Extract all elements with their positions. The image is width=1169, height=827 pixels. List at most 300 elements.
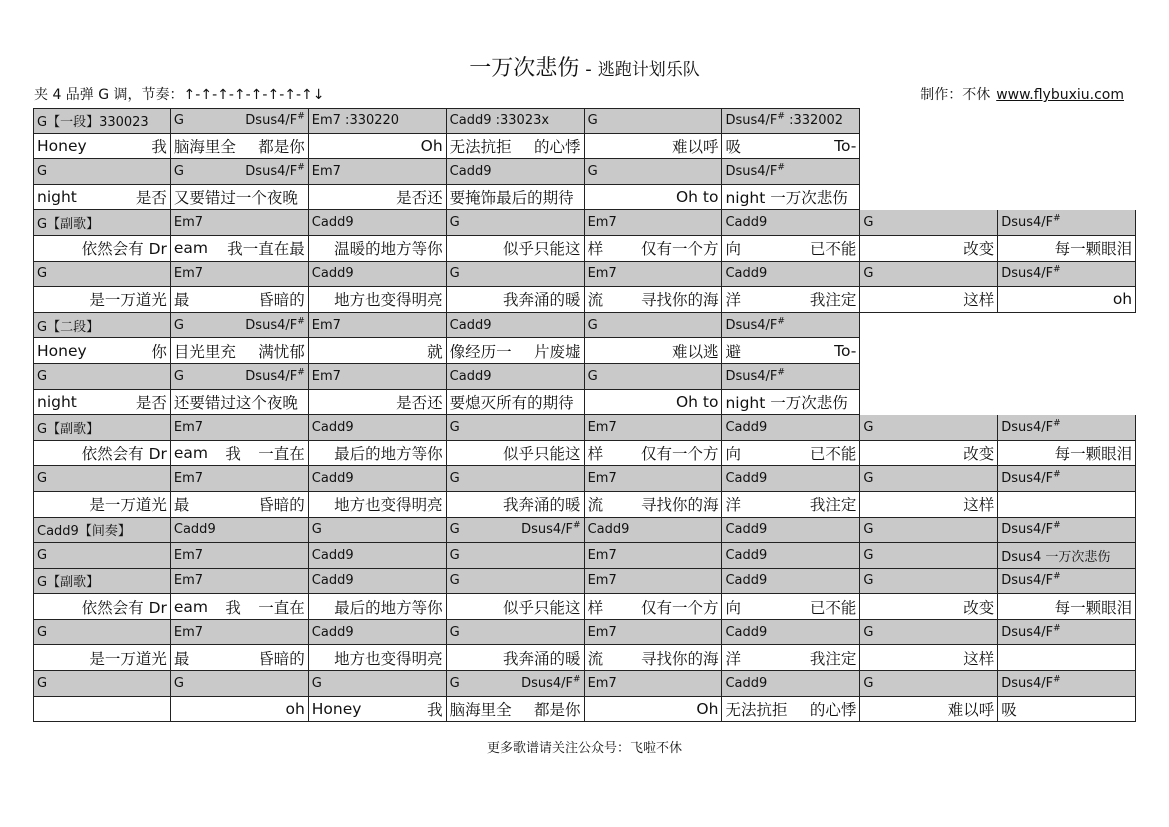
chord-cell: [585, 415, 723, 441]
lyric-text: 流: [587, 496, 604, 515]
blank-cell: [860, 364, 998, 390]
lyric-text: 每一颗眼泪: [1054, 598, 1133, 617]
chord-cell: [447, 518, 585, 544]
lyric-cell: [998, 236, 1136, 262]
lyric-text: 还要错过这个夜晚: [173, 393, 298, 412]
chord-name: G: [449, 471, 460, 487]
chord-cell: [447, 415, 585, 441]
lyric-text: 是一万道光: [89, 496, 167, 515]
lyric-text: 依然会有 Dr: [81, 598, 167, 617]
lyric-text: 仅有一个方: [640, 598, 719, 617]
chord-name: Cadd9: [311, 547, 354, 563]
lyric-cell: [171, 697, 309, 723]
lyric-cell: [722, 338, 860, 364]
chord-cell: [171, 108, 309, 134]
chord-cell: [33, 364, 171, 390]
chord-name: Em7: [173, 547, 204, 563]
chord-row: [33, 569, 1136, 595]
chord-cell: [447, 159, 585, 185]
lyric-text: 我: [225, 445, 241, 464]
chord-cell: [33, 210, 171, 236]
chord-name: Cadd9: [311, 471, 354, 487]
chord-name: Cadd9: [725, 573, 768, 589]
chord-cell: [998, 415, 1136, 441]
chord-cell: [171, 466, 309, 492]
chord-name: G: [37, 547, 48, 563]
lyric-text: To-: [834, 341, 857, 360]
lyric-text: 目光里充: [173, 342, 236, 361]
chord-name: G: [863, 471, 874, 487]
lyric-row: [33, 390, 1136, 416]
lyric-cell: [33, 492, 171, 518]
chord-name: Cadd9: [725, 215, 768, 231]
lyric-text: 难以呼: [947, 700, 995, 719]
chord-name: Em7: [173, 419, 204, 435]
chord-cell: [860, 620, 998, 646]
lyric-text: 样: [587, 445, 604, 464]
chord-name: Dsus4/F# :332002: [725, 111, 844, 129]
chord-name: G【副歌】: [37, 421, 100, 437]
chord-name: Dsus4/F#: [725, 316, 785, 333]
lyric-text: 脑海里全: [173, 137, 236, 156]
chord-name: Dsus4/F#: [521, 520, 581, 538]
chord-name: G: [37, 163, 48, 179]
lyric-text: 样: [587, 240, 604, 259]
lyric-text: 我注定: [809, 496, 857, 515]
lyric-text: 似乎只能这: [503, 598, 581, 617]
lyric-text: 地方也变得明亮: [334, 649, 443, 668]
lyric-row: [33, 441, 1136, 467]
chord-cell: [722, 210, 860, 236]
lyric-cell: [171, 338, 309, 364]
lyric-cell: [860, 441, 998, 467]
lyric-text: 是一万道光: [89, 649, 167, 668]
chord-cell: [171, 262, 309, 288]
chord-row: [33, 159, 1136, 185]
lyric-cell: [998, 645, 1136, 671]
lyric-text: oh: [1112, 290, 1133, 309]
lyric-cell: [33, 338, 171, 364]
chord-cell: [33, 159, 171, 185]
lyric-text: 的心悸: [809, 700, 857, 719]
chord-name: Cadd9: [449, 317, 492, 333]
chord-row: [33, 518, 1136, 544]
chord-name: Em7: [587, 266, 617, 282]
lyric-cell: [447, 645, 585, 671]
lyric-cell: [998, 697, 1136, 723]
chord-name: Dsus4/F#: [1001, 520, 1061, 538]
blank-cell: [998, 338, 1136, 364]
lyric-text: 难以逃: [671, 342, 719, 361]
chord-name: Dsus4 一万次悲伤: [1001, 549, 1111, 565]
lyric-cell: [722, 185, 860, 211]
chord-cell: [447, 108, 585, 134]
blank-cell: [998, 108, 1136, 134]
lyric-text: 的心悸: [534, 137, 581, 156]
chord-cell: [447, 262, 585, 288]
lyric-cell: [33, 441, 171, 467]
lyric-cell: [309, 390, 447, 416]
chord-cell: [171, 569, 309, 595]
chord-cell: [33, 262, 171, 288]
lyric-row: [33, 185, 1136, 211]
chord-cell: [447, 569, 585, 595]
lyric-text: 难以呼: [671, 137, 719, 156]
chord-chart-table: [33, 108, 1136, 722]
lyric-row: [33, 645, 1136, 671]
lyric-text: 要掩饰最后的期待: [449, 189, 574, 208]
lyric-text: 这样: [963, 291, 995, 310]
lyric-text: 昏暗的: [258, 291, 305, 310]
lyric-text: oh: [285, 699, 305, 718]
chord-cell: [309, 313, 447, 339]
chord-name: Em7: [587, 547, 617, 563]
song-title-line: [0, 53, 1169, 86]
lyric-text: 向: [725, 240, 741, 259]
chord-name: G: [449, 522, 460, 538]
chord-cell: [309, 108, 447, 134]
chord-name: G: [37, 368, 48, 384]
capo-info: 夹 4 品弹 G 调，节奏：↑-↑-↑-↑-↑-↑-↑-↑↓: [34, 87, 325, 103]
lyric-text: 吸: [725, 137, 741, 156]
lyric-text: 昏暗的: [258, 496, 305, 515]
artist-name: 逃跑计划乐队: [597, 60, 700, 80]
lyric-cell: [585, 492, 723, 518]
lyric-cell: [860, 236, 998, 262]
lyric-cell: [585, 441, 723, 467]
chord-cell: [722, 518, 860, 544]
lyric-text: 都是你: [258, 137, 305, 156]
lyric-text: 依然会有 Dr: [81, 240, 167, 259]
chord-name: G: [863, 522, 874, 538]
chord-cell: [309, 543, 447, 569]
chord-cell: [722, 620, 860, 646]
lyric-text: 改变: [963, 598, 995, 617]
lyric-cell: [722, 492, 860, 518]
lyric-text: 片废墟: [534, 342, 581, 361]
chord-cell: [722, 108, 860, 134]
chord-name: Dsus4/F#: [725, 162, 785, 179]
chord-name: Dsus4/F#: [725, 367, 785, 384]
chord-name: G: [311, 675, 322, 691]
lyric-cell: [585, 236, 723, 262]
lyric-text: 是一万道光: [89, 291, 167, 310]
chord-name: Cadd9: [311, 624, 354, 640]
chord-name: G: [449, 547, 460, 563]
chord-row: [33, 620, 1136, 646]
chord-cell: [33, 620, 171, 646]
chord-name: G: [863, 419, 874, 435]
lyric-text: 温暖的地方等你: [334, 240, 443, 259]
lyric-cell: [998, 492, 1136, 518]
chord-name: Dsus4/F#: [1001, 213, 1061, 231]
lyric-text: 地方也变得明亮: [334, 291, 443, 310]
lyric-text: Oh to: [675, 188, 719, 207]
chord-cell: [447, 543, 585, 569]
lyric-text: 我: [427, 700, 443, 719]
chord-name: G: [863, 547, 874, 563]
lyric-cell: [447, 594, 585, 620]
chord-name: Em7: [587, 471, 617, 487]
blank-cell: [860, 185, 998, 211]
chord-name: Cadd9: [725, 471, 768, 487]
chord-cell: [860, 210, 998, 236]
lyric-cell: [998, 594, 1136, 620]
website-link[interactable]: www.flybuxiu.com: [996, 87, 1124, 103]
lyric-text: 改变: [963, 445, 995, 464]
lyric-cell: [447, 236, 585, 262]
lyric-text: Oh: [696, 699, 719, 718]
lyric-text: 最: [173, 649, 190, 668]
chord-name: G: [173, 317, 184, 333]
lyric-text: 每一颗眼泪: [1054, 445, 1133, 464]
chord-name: G: [863, 624, 874, 640]
chord-name: G: [449, 624, 460, 640]
chord-cell: [585, 210, 723, 236]
chord-name: G: [587, 317, 598, 333]
lyric-text: night 一万次悲伤: [725, 189, 848, 208]
chord-name: Dsus4/F#: [1001, 265, 1061, 282]
chord-name: Cadd9: [311, 215, 354, 231]
lyric-text: 要熄灭所有的期待: [449, 393, 574, 412]
chord-name: Em7: [311, 368, 341, 384]
chord-name: Cadd9: [311, 573, 354, 589]
lyric-text: 改变: [963, 240, 995, 259]
blank-cell: [998, 159, 1136, 185]
chord-name: Dsus4/F#: [1001, 572, 1061, 589]
lyric-text: Oh: [420, 136, 443, 155]
chord-name: G: [37, 675, 48, 691]
chord-cell: [309, 159, 447, 185]
lyric-cell: [171, 185, 309, 211]
chord-row: [33, 671, 1136, 697]
chord-name: G: [587, 113, 598, 129]
credit-author: 制作：不休: [920, 87, 991, 103]
lyric-text: 无法抗拒: [449, 137, 512, 156]
chord-name: Cadd9: [173, 522, 216, 538]
lyric-text: 就: [427, 342, 443, 361]
chord-name: Em7 :330220: [311, 113, 400, 129]
chord-row: [33, 415, 1136, 441]
chord-cell: [171, 518, 309, 544]
lyric-cell: [722, 697, 860, 723]
blank-cell: [998, 390, 1136, 416]
chord-name: G: [587, 163, 598, 179]
chord-row: [33, 262, 1136, 288]
lyric-text: 我奔涌的暖: [503, 649, 581, 668]
chord-name: G: [311, 522, 322, 538]
lyric-text: 流: [587, 649, 604, 668]
lyric-text: To-: [834, 136, 857, 155]
lyric-cell: [447, 697, 585, 723]
chord-cell: [585, 466, 723, 492]
blank-cell: [860, 159, 998, 185]
lyric-text: 是否: [135, 393, 167, 412]
chord-name: Cadd9: [725, 266, 768, 282]
chord-cell: [722, 262, 860, 288]
chord-name: Em7: [311, 163, 341, 179]
lyric-text: 样: [587, 598, 604, 617]
lyric-text: 我注定: [809, 291, 857, 310]
lyric-cell: [447, 492, 585, 518]
lyric-cell: [309, 236, 447, 262]
chord-cell: [998, 569, 1136, 595]
chord-name: G【二段】: [37, 319, 100, 335]
chord-cell: [860, 543, 998, 569]
lyric-cell: [33, 390, 171, 416]
chord-cell: [585, 159, 723, 185]
chord-name: G: [173, 368, 184, 384]
chord-cell: [722, 671, 860, 697]
lyric-cell: [171, 441, 309, 467]
lyric-text: 我: [225, 598, 241, 617]
chord-cell: [171, 620, 309, 646]
chord-name: Em7: [173, 624, 204, 640]
lyric-cell: [585, 134, 723, 160]
lyric-text: 我注定: [809, 649, 857, 668]
lyric-text: 向: [725, 445, 741, 464]
lyric-cell: [585, 645, 723, 671]
lyric-text: Honey: [311, 699, 362, 718]
lyric-text: eam: [173, 597, 209, 616]
chord-cell: [722, 364, 860, 390]
lyric-cell: [309, 185, 447, 211]
chord-cell: [860, 262, 998, 288]
lyric-text: 这样: [963, 496, 995, 515]
lyric-cell: [722, 236, 860, 262]
lyric-text: 一直在: [258, 445, 305, 464]
chord-name: G: [37, 471, 48, 487]
lyric-row: [33, 287, 1136, 313]
lyric-cell: [447, 338, 585, 364]
lyric-text: 寻找你的海: [640, 649, 719, 668]
lyric-text: 脑海里全: [449, 700, 512, 719]
lyric-cell: [722, 441, 860, 467]
lyric-text: 仅有一个方: [640, 445, 719, 464]
chord-name: Cadd9: [311, 419, 354, 435]
chord-cell: [309, 466, 447, 492]
chord-cell: [585, 671, 723, 697]
chord-cell: [309, 364, 447, 390]
chord-cell: [447, 620, 585, 646]
chord-name: G: [587, 368, 598, 384]
chord-cell: [998, 620, 1136, 646]
lyric-text: 最: [173, 496, 190, 515]
lyric-text: 我奔涌的暖: [503, 496, 581, 515]
chord-cell: [998, 466, 1136, 492]
chord-cell: [998, 518, 1136, 544]
lyric-cell: [171, 236, 309, 262]
lyric-text: 寻找你的海: [640, 291, 719, 310]
chord-name: G: [449, 266, 460, 282]
lyric-cell: [309, 287, 447, 313]
chord-name: Em7: [587, 624, 617, 640]
lyric-text: 地方也变得明亮: [334, 496, 443, 515]
lyric-text: 是否: [135, 189, 167, 208]
chord-cell: [585, 313, 723, 339]
lyric-text: night: [37, 392, 77, 411]
chord-name: Dsus4/F#: [245, 111, 305, 129]
chord-cell: [722, 415, 860, 441]
lyric-text: 都是你: [534, 700, 581, 719]
chord-row: [33, 466, 1136, 492]
lyric-cell: [998, 287, 1136, 313]
chord-cell: [447, 466, 585, 492]
chord-cell: [447, 313, 585, 339]
lyric-cell: [860, 492, 998, 518]
lyric-cell: [171, 645, 309, 671]
chord-cell: [860, 518, 998, 544]
chord-cell: [171, 159, 309, 185]
chord-cell: [171, 313, 309, 339]
credit-line: [920, 85, 1124, 105]
chord-row: [33, 313, 1136, 339]
blank-cell: [860, 338, 998, 364]
lyric-text: 避: [725, 342, 741, 361]
chord-cell: [998, 262, 1136, 288]
chord-name: Cadd9: [725, 522, 768, 538]
chord-cell: [585, 262, 723, 288]
chord-name: G: [173, 675, 184, 691]
lyric-cell: [722, 390, 860, 416]
chord-name: G: [173, 113, 184, 129]
lyric-cell: [171, 134, 309, 160]
lyric-cell: [33, 697, 171, 723]
lyric-text: 最: [173, 291, 190, 310]
lyric-text: 最后的地方等你: [334, 445, 443, 464]
chord-row: [33, 364, 1136, 390]
chord-name: Cadd9: [725, 547, 768, 563]
song-title: 一万次悲伤: [469, 56, 580, 81]
lyric-text: 吸: [1001, 700, 1017, 719]
lyric-text: 依然会有 Dr: [81, 445, 167, 464]
chord-cell: [33, 108, 171, 134]
lyric-cell: [171, 287, 309, 313]
chord-name: Dsus4/F#: [245, 162, 305, 179]
lyric-cell: [585, 185, 723, 211]
lyric-cell: [722, 134, 860, 160]
lyric-cell: [309, 594, 447, 620]
chord-cell: [860, 671, 998, 697]
chord-cell: [998, 671, 1136, 697]
footer-note: 更多歌谱请关注公众号：飞啦不休: [486, 741, 682, 756]
lyric-cell: [722, 287, 860, 313]
chord-name: G: [37, 266, 48, 282]
lyric-text: 一直在: [258, 598, 305, 617]
chord-name: G: [173, 163, 184, 179]
lyric-text: 我一直在最: [227, 240, 305, 259]
chord-name: G: [863, 215, 874, 231]
lyric-cell: [860, 645, 998, 671]
chord-cell: [722, 313, 860, 339]
lyric-cell: [33, 287, 171, 313]
chord-name: Em7: [587, 419, 617, 435]
chord-name: Em7: [587, 675, 617, 691]
chord-cell: [309, 518, 447, 544]
lyric-text: 又要错过一个夜晚: [173, 189, 298, 208]
blank-cell: [860, 313, 998, 339]
chord-name: Em7: [311, 317, 341, 333]
chord-name: Em7: [587, 573, 617, 589]
lyric-text: 已不能: [809, 445, 857, 464]
lyric-cell: [309, 697, 447, 723]
chord-name: Em7: [173, 266, 204, 282]
lyric-cell: [447, 390, 585, 416]
chord-cell: [33, 313, 171, 339]
lyric-text: 我奔涌的暖: [503, 291, 581, 310]
blank-cell: [860, 390, 998, 416]
lyric-text: night: [37, 188, 77, 207]
